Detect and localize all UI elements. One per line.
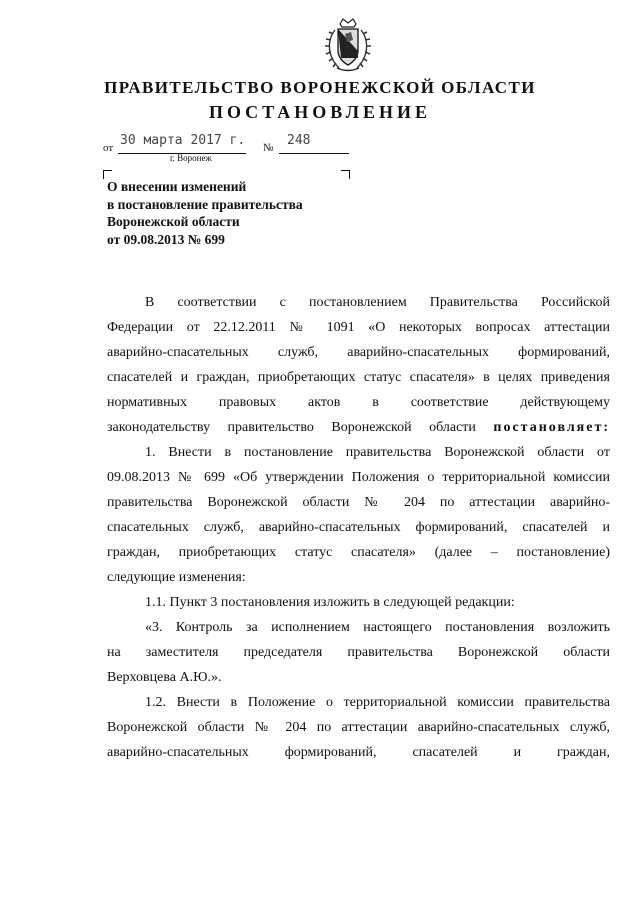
date-field [118, 133, 246, 154]
government-name: ПРАВИТЕЛЬСТВО ВОРОНЕЖСКОЙ ОБЛАСТИ [104, 78, 536, 97]
number-field [279, 133, 349, 154]
body-line: «3. Контроль за исполнением настоящего постановления возложить [145, 620, 610, 635]
body-line: Воронежской области № 204 по аттестации аварийно-спасательных служб, [107, 720, 610, 735]
body-line: Федерации от 22.12.2011 № 1091 «О некоторых вопросах аттестации [107, 320, 610, 335]
document-subject [107, 178, 303, 248]
document-body [107, 290, 610, 765]
body-line: граждан, приобретающих статус спасателя» (далее – постановление) [107, 545, 610, 560]
body-line [107, 415, 610, 440]
body-line: Верховцева А.Ю.». [107, 670, 222, 685]
body-line: спасательных служб, аварийно-спасательных формирований, спасателей и [107, 520, 610, 535]
body-line: 1. Внести в постановление правительства Воронежской области от [145, 445, 610, 460]
subject-line: О внесении изменений [107, 179, 247, 194]
document-type: ПОСТАНОВЛЕНИЕ [208, 102, 432, 122]
body-line: правительства Воронежской области № 204 по аттестации аварийно- [107, 495, 610, 510]
date-number-row [103, 133, 363, 158]
subject-line: Воронежской области [107, 214, 240, 229]
body-line: на заместителя председателя правительства Воронежской области [107, 645, 610, 660]
body-line: аварийно-спасательных служб, аварийно-спасательных формирований, [107, 345, 610, 360]
subject-line: от 09.08.2013 № 699 [107, 231, 225, 247]
body-line: 1.2. Внести в Положение о территориальной комиссии правительства [145, 695, 610, 710]
date-label: от [103, 142, 114, 154]
body-line: 09.08.2013 № 699 «Об утверждении Положения о территориальной комиссии [107, 470, 610, 485]
city-label: г. Воронеж [170, 153, 212, 163]
body-text: законодательству правительство Воронежской области [107, 420, 476, 435]
body-line: следующие изменения: [107, 570, 246, 585]
voronezh-coat-of-arms-icon [323, 18, 373, 74]
body-line: аварийно-спасательных формирований, спасателей и граждан, [107, 745, 610, 760]
date-value: 30 марта 2017 г. [120, 133, 246, 148]
subject-line: в постановление правительства [107, 196, 303, 212]
number-value: 248 [287, 133, 311, 148]
body-line: спасателей и граждан, приобретающих статус спасателя» в целях приведения [107, 370, 610, 385]
body-line: нормативных правовых актов в соответствие действующему [107, 395, 610, 410]
body-line: В соответствии с постановлением Правительства Российской [145, 295, 610, 310]
number-label: № [263, 142, 274, 154]
body-line: 1.1. Пункт 3 постановления изложить в следующей редакции: [145, 595, 515, 610]
resolution-verb: постановляет: [493, 420, 611, 435]
subject-corner-right [341, 170, 350, 179]
